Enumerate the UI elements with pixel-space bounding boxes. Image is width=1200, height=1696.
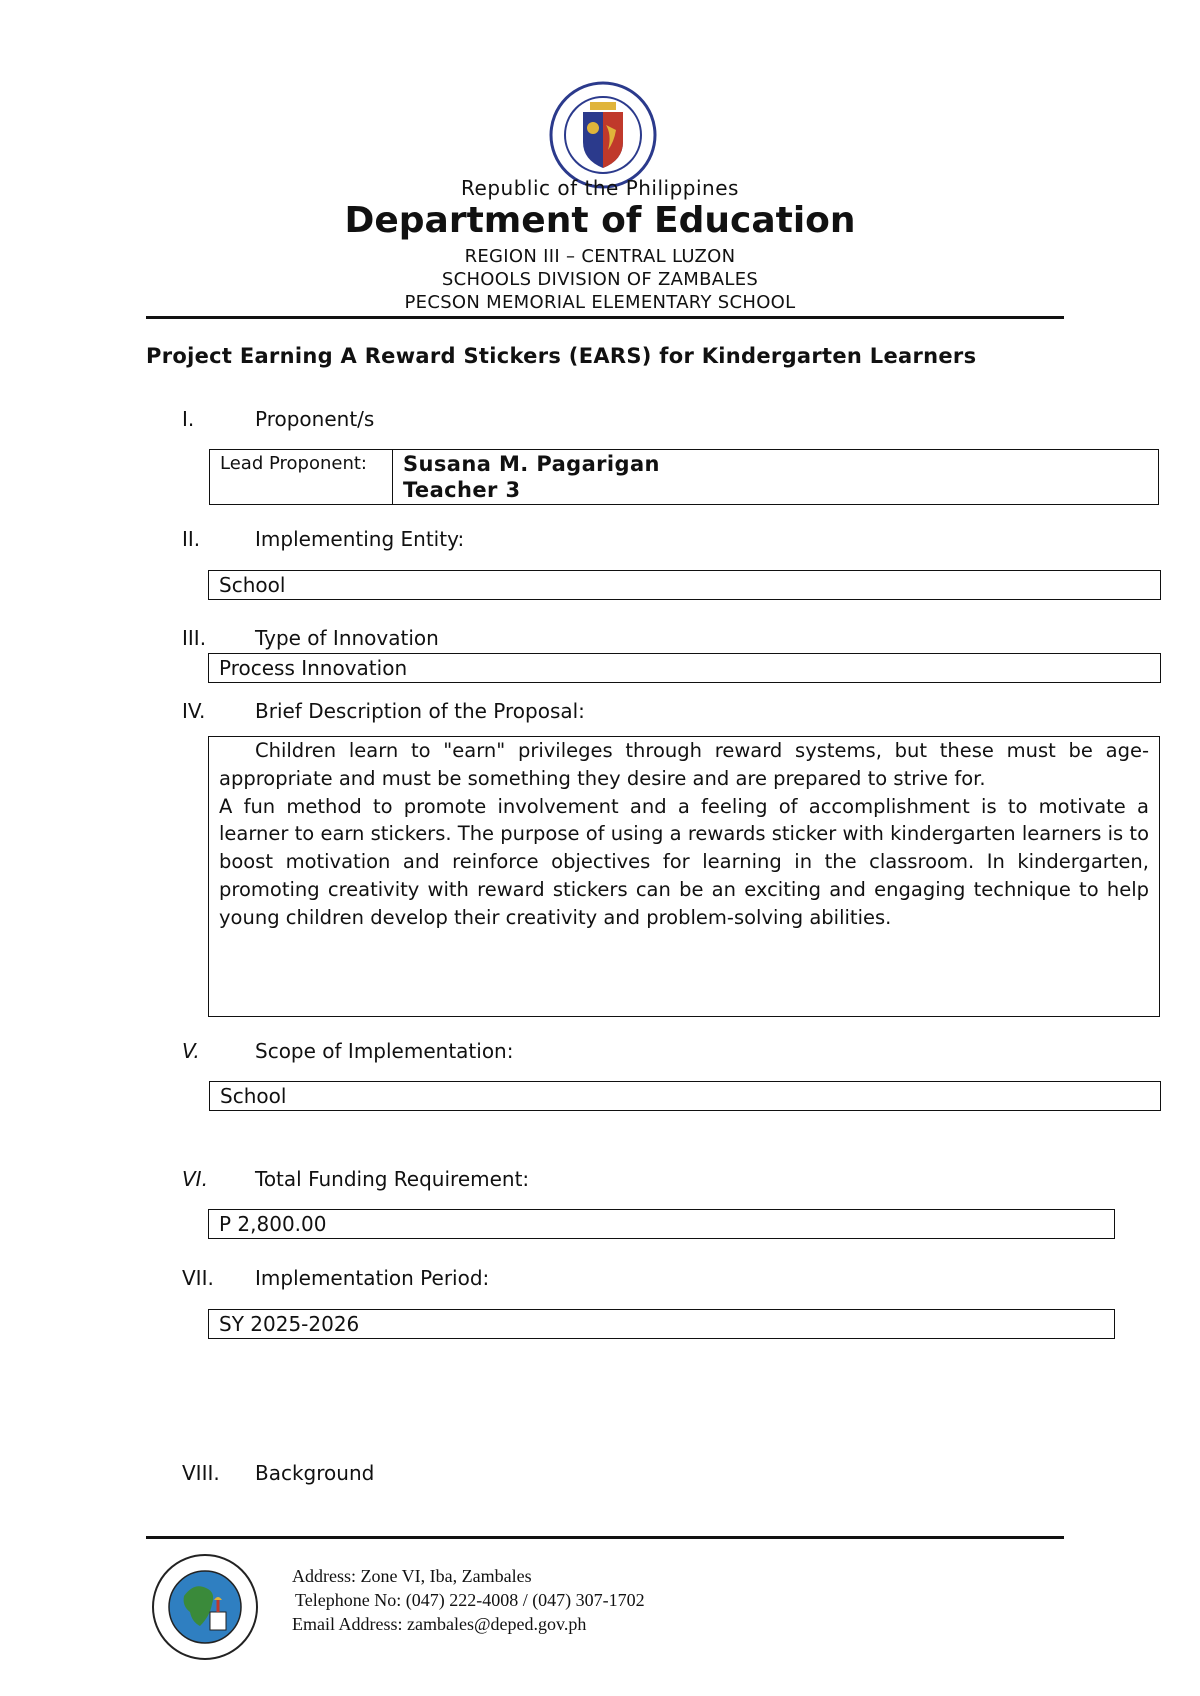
proponent-table bbox=[209, 449, 1159, 505]
republic-line: Republic of the Philippines bbox=[461, 176, 739, 200]
header-divider bbox=[146, 316, 1064, 319]
period-box bbox=[208, 1309, 1115, 1339]
section-3-label: Type of Innovation bbox=[255, 626, 439, 650]
footer-telephone: Telephone No: (047) 222-4008 / (047) 307-1702 bbox=[295, 1590, 645, 1610]
description-paragraph-2: A fun method to promote involvement and a feeling of accomplishment is to motivate a learner to earn stickers. The purpose of using a rewards sticker with kindergarten learners is to boost motivation and reinforce objectives for learning in the classroom. In kindergarten, promoting creativity with reward stickers can be an exciting and engaging technique to help young children develop their creativity and problem-solving abilities. bbox=[219, 794, 1149, 929]
section-5-number: V. bbox=[182, 1039, 200, 1063]
section-8-number: VIII. bbox=[182, 1461, 220, 1485]
description-paragraph-1: Children learn to "earn" privileges through reward systems, but these must be age-appropriate and must be something they desire and are prepared to strive for. bbox=[219, 739, 1149, 790]
section-6-label: Total Funding Requirement: bbox=[255, 1167, 530, 1191]
section-3-number: III. bbox=[182, 626, 207, 650]
footer-address: Address: Zone VI, Iba, Zambales bbox=[292, 1566, 532, 1586]
period-value: SY 2025-2026 bbox=[219, 1312, 360, 1336]
section-1-number: I. bbox=[182, 407, 195, 431]
proponent-position: Teacher 3 bbox=[403, 478, 521, 502]
school-line: PECSON MEMORIAL ELEMENTARY SCHOOL bbox=[404, 292, 796, 313]
section-2-number: II. bbox=[182, 527, 201, 551]
division-logo bbox=[150, 1552, 260, 1662]
section-1-label: Proponent/s bbox=[255, 407, 375, 431]
innovation-type-value: Process Innovation bbox=[219, 656, 408, 680]
footer-divider bbox=[146, 1536, 1064, 1539]
division-line: SCHOOLS DIVISION OF ZAMBALES bbox=[441, 269, 759, 290]
innovation-type-box bbox=[208, 653, 1161, 683]
section-6-number: VI. bbox=[182, 1167, 208, 1191]
section-8-label: Background bbox=[255, 1461, 375, 1485]
region-line: REGION III – CENTRAL LUZON bbox=[464, 246, 736, 267]
section-7-label: Implementation Period: bbox=[255, 1266, 490, 1290]
project-title: Project Earning A Reward Stickers (EARS) for Kindergarten Learners bbox=[146, 344, 977, 368]
lead-proponent-cell bbox=[393, 450, 1158, 504]
section-4-number: IV. bbox=[182, 699, 206, 723]
scope-value: School bbox=[220, 1084, 287, 1108]
implementing-entity-box bbox=[208, 570, 1161, 600]
footer-email: Email Address: zambales@deped.gov.ph bbox=[292, 1614, 587, 1634]
funding-box bbox=[208, 1209, 1115, 1239]
section-5-label: Scope of Implementation: bbox=[255, 1039, 514, 1063]
funding-value: P 2,800.00 bbox=[219, 1212, 327, 1236]
department-title: Department of Education bbox=[344, 200, 856, 241]
section-2-label: Implementing Entity: bbox=[255, 527, 465, 551]
scope-box bbox=[209, 1081, 1161, 1111]
proponent-name: Susana M. Pagarigan bbox=[403, 452, 660, 476]
implementing-entity-value: School bbox=[219, 573, 286, 597]
lead-proponent-label: Lead Proponent: bbox=[210, 450, 393, 504]
section-4-label: Brief Description of the Proposal: bbox=[255, 699, 585, 723]
description-box bbox=[208, 736, 1160, 1017]
section-7-number: VII. bbox=[182, 1266, 214, 1290]
deped-seal bbox=[548, 80, 658, 190]
